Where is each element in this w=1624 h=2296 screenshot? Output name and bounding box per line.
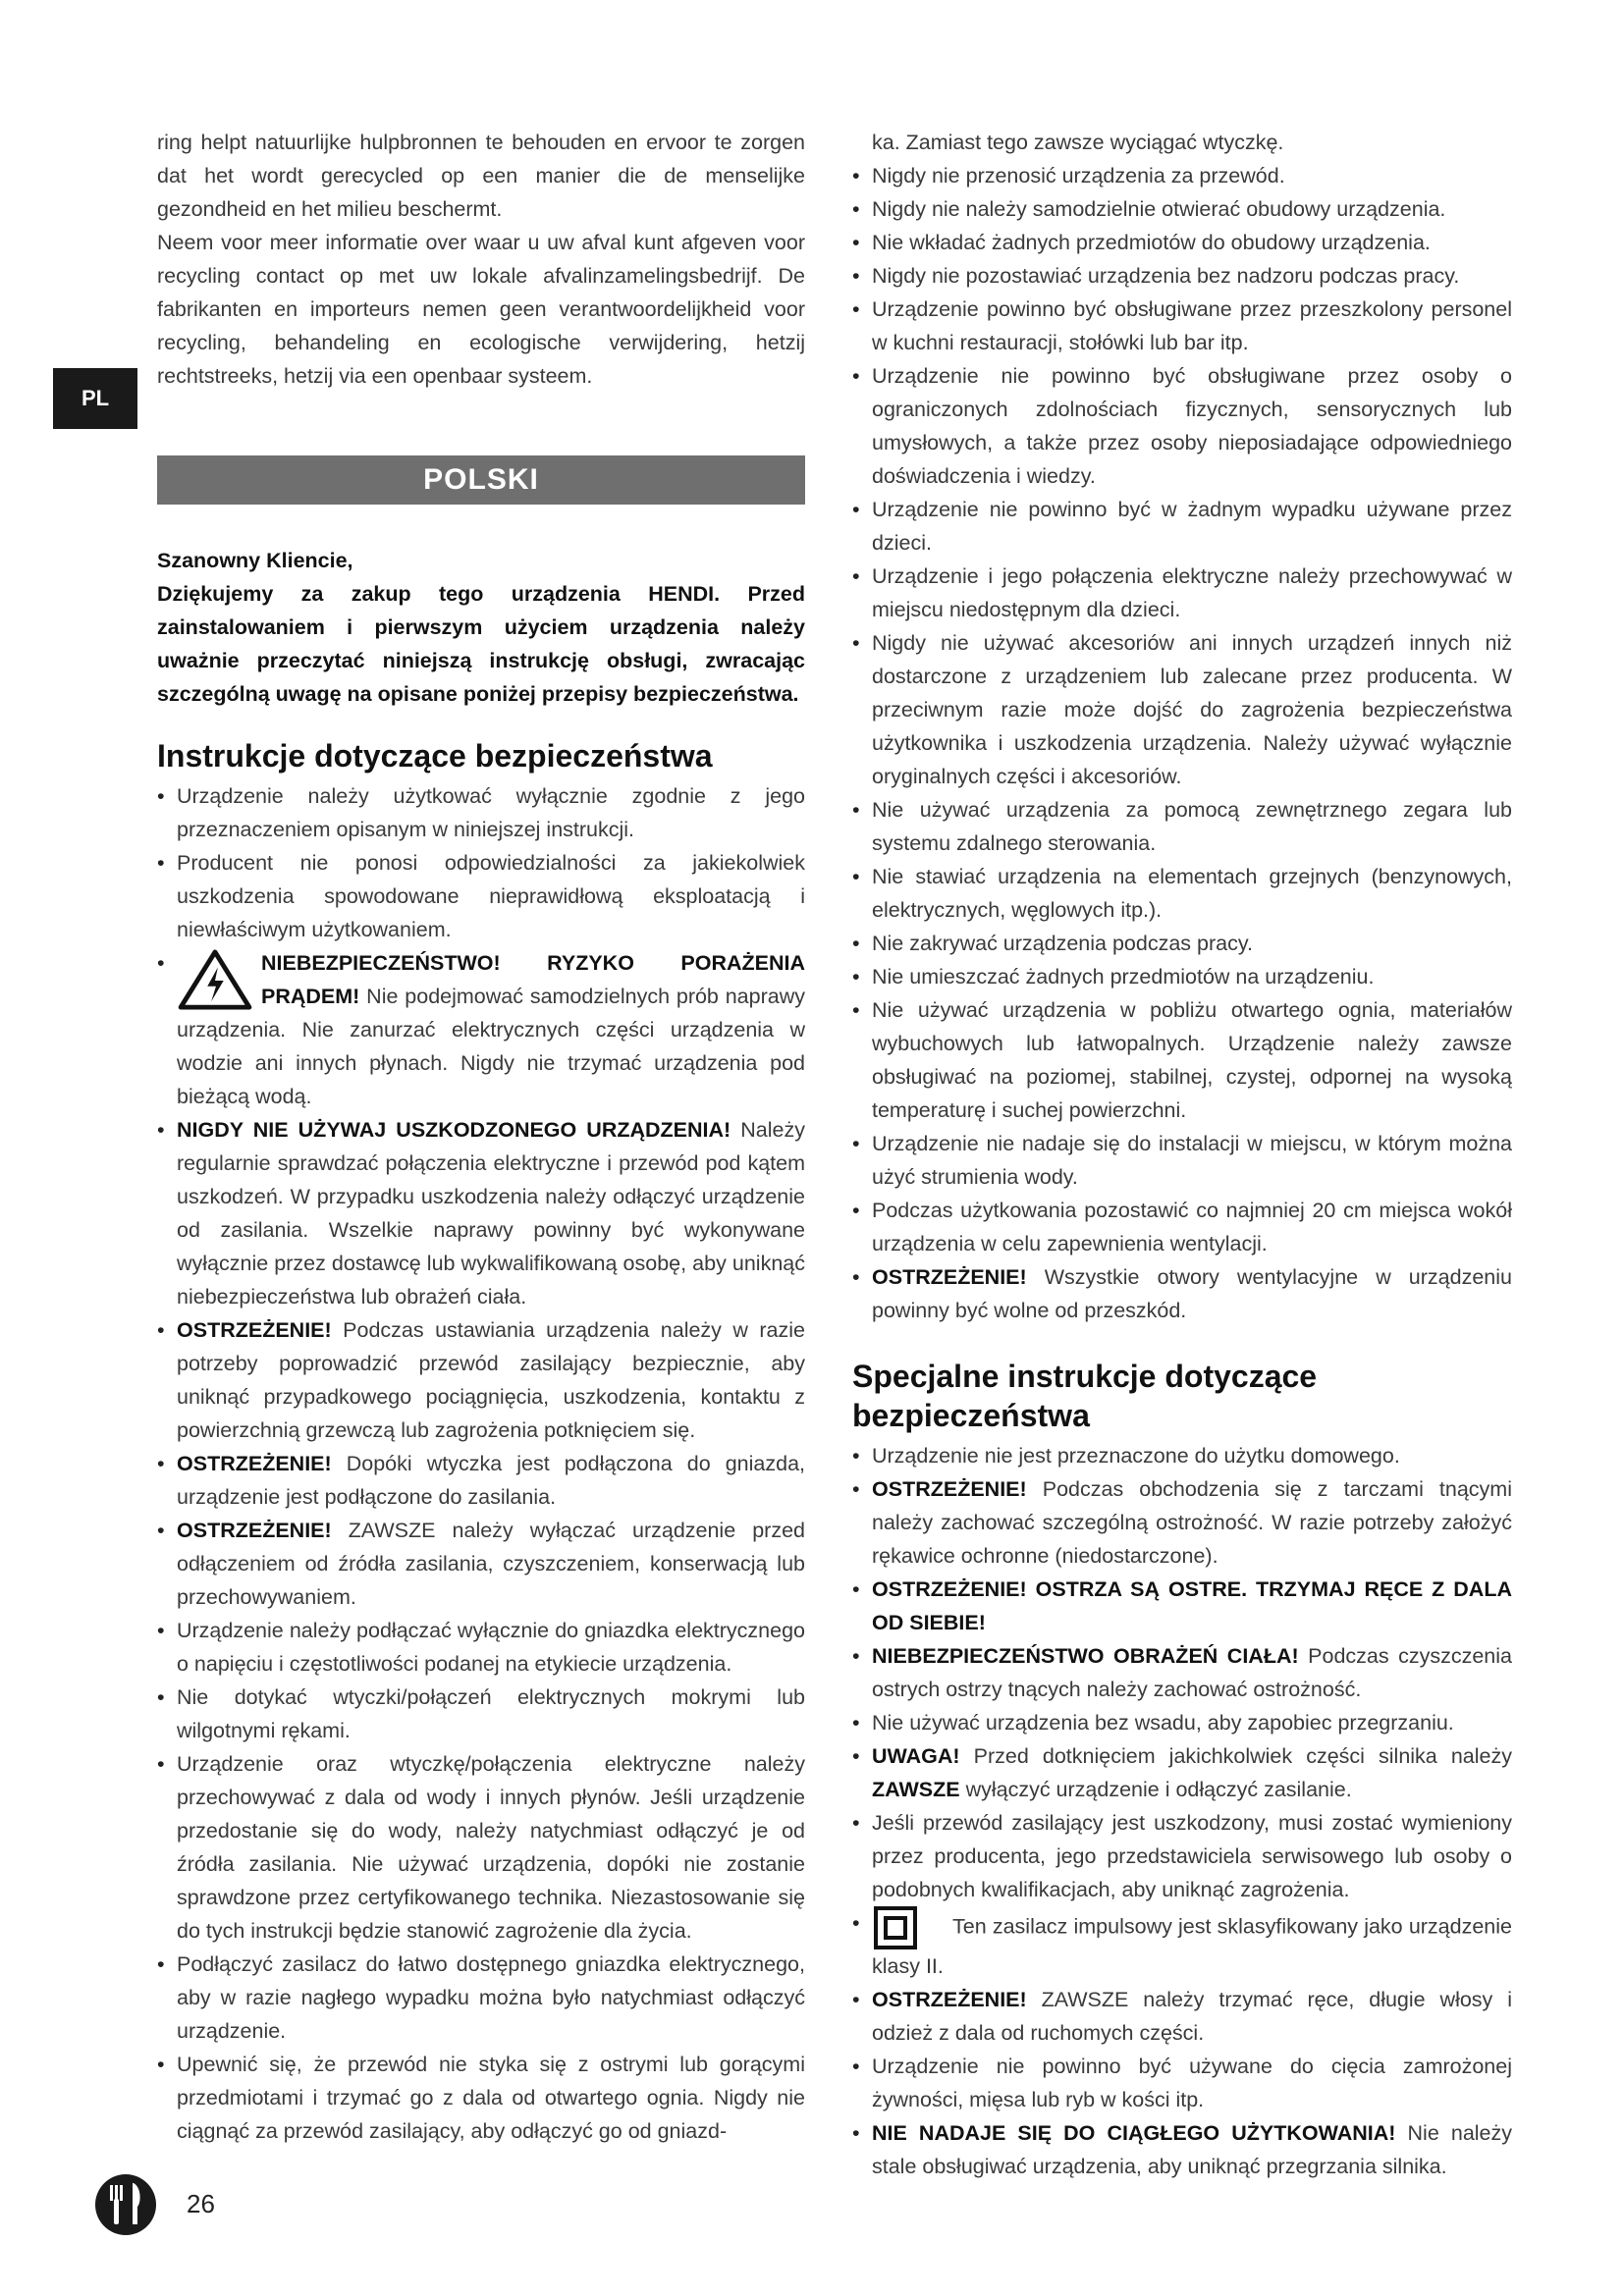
list-item: [852, 192, 1512, 226]
item-text: Wszystkie otwory wentylacyjne w urządzeniu powinny być wolne od przeszkód.: [872, 1265, 1512, 1322]
item-bold: UWAGA!: [872, 1744, 960, 1768]
greeting-block: [157, 544, 805, 711]
list-item: [852, 2116, 1512, 2183]
item-text: Należy regularnie sprawdzać połączenia elektryczne i przewód pod kątem uszkodzeń. W przypadku uszkodzenia należy odłączyć urządzenie od zasilania. Wszelkie naprawy powinny być wykonywane wyłącznie przez dostawcę lub wykwalifikowaną osobę, aby uniknąć niebezpieczeństwa lub obrażeń ciała.: [177, 1118, 805, 1308]
list-item: [157, 1747, 805, 1948]
intro-paragraph: Neem voor meer informatie over waar u uw afval kunt afgeven voor recycling contact op met uw lokale afvalinzamelingsbedrijf. De fabrikanten en importeurs nemen geen verantwoordelijkheid voor recycling, behandeling en ecologische verwijdering, hetzij rechtstreeks, hetzij via een openbaar systeem.: [157, 231, 805, 388]
item-text: Nie używać urządzenia bez wsadu, aby zapobiec przegrzaniu.: [872, 1711, 1454, 1735]
list-item: [852, 560, 1512, 626]
list-item: [852, 927, 1512, 960]
item-text: Urządzenie nie nadaje się do instalacji w miejscu, w którym można użyć strumienia wody.: [872, 1132, 1512, 1189]
item-bold: NIEBEZPIECZEŃSTWO OBRAŻEŃ CIAŁA!: [872, 1644, 1299, 1668]
list-item: [157, 1514, 805, 1614]
item-text: Podczas ustawiania urządzenia należy w razie potrzeby poprowadzić przewód zasilający bezpiecznie, aby uniknąć przypadkowego pociągnięcia, uszkodzenia, kontaktu z powierzchnią grzewczą lub zagrożenia potknięciem się.: [177, 1318, 805, 1442]
item-bold: OSTRZEŻENIE! OSTRZA SĄ OSTRE. TRZYMAJ RĘCE Z DALA OD SIEBIE!: [872, 1577, 1512, 1634]
list-item: [852, 1706, 1512, 1739]
item-text: Urządzenie i jego połączenia elektryczne należy przechowywać w miejscu niedostępnym dla dzieci.: [872, 564, 1512, 621]
list-item: [157, 846, 805, 946]
safety-heading: Instrukcje dotyczące bezpieczeństwa: [157, 738, 713, 774]
list-item: [852, 1983, 1512, 2050]
item-text: Urządzenie nie powinno być w żadnym wypadku używane przez dzieci.: [872, 498, 1512, 555]
page-number: 26: [187, 2189, 215, 2218]
item-text: Urządzenie powinno być obsługiwane przez przeszkolony personel w kuchni restauracji, stołówki lub bar itp.: [872, 297, 1512, 354]
item-bold: OSTRZEŻENIE!: [872, 1477, 1027, 1501]
thanks-paragraph: Dziękujemy za zakup tego urządzenia HENDI. Przed zainstalowaniem i pierwszym użyciem urządzenia należy uważnie przeczytać niniejszą instrukcję obsługi, zwracając szczególną uwagę na opisane poniżej przepisy bezpieczeństwa.: [157, 582, 805, 706]
item-text: Nie dotykać wtyczki/połączeń elektrycznych mokrymi lub wilgotnymi rękami.: [177, 1685, 805, 1742]
item-bold: OSTRZEŻENIE!: [177, 1519, 332, 1542]
cutlery-logo-icon: [94, 2173, 157, 2236]
item-text: Nie umieszczać żadnych przedmiotów na urządzeniu.: [872, 965, 1375, 988]
item-text: ZAWSZE należy trzymać ręce, długie włosy i odzież z dala od ruchomych części.: [872, 1988, 1512, 2045]
class-ii-double-insulation-icon: [874, 1906, 917, 1949]
list-item: [852, 1194, 1512, 1260]
item-text: wyłączyć urządzenie i odłączyć zasilanie.: [959, 1778, 1352, 1801]
item-bold: OSTRZEŻENIE!: [872, 1988, 1027, 2011]
list-item: [157, 1681, 805, 1747]
list-item: [852, 960, 1512, 993]
item-text: Nie stawiać urządzenia na elementach grzejnych (benzynowych, elektrycznych, węglowych itp.).: [872, 865, 1512, 922]
list-item: [852, 293, 1512, 359]
item-text: Upewnić się, że przewód nie styka się z ostrymi lub gorącymi przedmiotami i trzymać go z dala od otwartego ognia. Nigdy nie ciągnąć za przewód zasilający, aby odłączyć go od gniazd-: [177, 2053, 805, 2143]
item-text: Urządzenie należy podłączać wyłącznie do gniazdka elektrycznego o napięciu i częstotliwości podanej na etykiecie urządzenia.: [177, 1619, 805, 1676]
list-item: [852, 993, 1512, 1127]
item-text: Nigdy nie przenosić urządzenia za przewód.: [872, 164, 1285, 187]
item-text: Jeśli przewód zasilający jest uszkodzony, musi zostać wymieniony przez producenta, jego przedstawiciela serwisowego lub osoby o podobnych kwalifikacjach, aby uniknąć zagrożenia.: [872, 1811, 1512, 1901]
item-text: Producent nie ponosi odpowiedzialności za jakiekolwiek uszkodzenia spowodowane nieprawidłową eksploatacją i niewłaściwym użytkowaniem.: [177, 851, 805, 941]
list-item: [852, 1472, 1512, 1573]
item-bold: OSTRZEŻENIE!: [177, 1318, 332, 1342]
list-item: [157, 1948, 805, 2048]
item-text: Podczas obchodzenia się z tarczami tnącymi należy zachować szczególną ostrożność. W razie potrzeby założyć rękawice ochronne (niedostarczone).: [872, 1477, 1512, 1568]
item-text: Nie używać urządzenia w pobliżu otwartego ognia, materiałów wybuchowych lub łatwopalnych. Urządzenie należy zawsze obsługiwać na poziomej, stabilnej, czystej, odpornej na wysoką temperaturę i suchej powierzchni.: [872, 998, 1512, 1122]
list-item: [157, 1113, 805, 1313]
list-item: [852, 626, 1512, 793]
special-safety-heading: Specjalne instrukcje dotyczące bezpieczeństwa: [852, 1359, 1318, 1433]
list-item: [157, 1313, 805, 1447]
list-item: [157, 2048, 805, 2148]
item-bold: OSTRZEŻENIE!: [177, 1452, 332, 1475]
item-text: Nie wkładać żadnych przedmiotów do obudowy urządzenia.: [872, 231, 1431, 254]
item-bold: ZAWSZE: [872, 1778, 960, 1801]
safety-list: [157, 779, 805, 2148]
language-banner: POLSKI: [157, 455, 805, 505]
item-text: Nigdy nie używać akcesoriów ani innych urządzeń innych niż dostarczone z urządzeniem lub zalecane przez producenta. W przeciwnym razie może dojść do zagrożenia bezpieczeństwa użytkownika i uszkodzenia urządzenia. Należy używać wyłącznie oryginalnych części i akcesoriów.: [872, 631, 1512, 788]
continuation-text: ka. Zamiast tego zawsze wyciągać wtyczkę.: [872, 131, 1284, 154]
list-item: [852, 1806, 1512, 1906]
item-text: Urządzenie nie powinno być używane do cięcia zamrożonej żywności, mięsa lub ryb w kości itp.: [872, 2055, 1512, 2111]
list-item: [157, 779, 805, 846]
list-item: [852, 1439, 1512, 1472]
electric-hazard-icon: [177, 948, 253, 1011]
item-text: Nigdy nie należy samodzielnie otwierać obudowy urządzenia.: [872, 197, 1446, 221]
item-bold: NIE NADAJE SIĘ DO CIĄGŁEGO UŻYTKOWANIA!: [872, 2121, 1396, 2145]
item-text: Nie należy stale obsługiwać urządzenia, aby uniknąć przegrzania silnika.: [872, 2121, 1513, 2178]
list-item: [852, 1127, 1512, 1194]
item-text: Podczas czyszczenia ostrych ostrzy tnących należy zachować ostrożność.: [872, 1644, 1513, 1701]
list-item: [157, 1447, 805, 1514]
list-item: [852, 793, 1512, 860]
list-item: [852, 1639, 1512, 1706]
list-item: [852, 1260, 1512, 1327]
list-item: [157, 1614, 805, 1681]
right-column: [852, 126, 1512, 2183]
item-text: Urządzenie nie jest przeznaczone do użytku domowego.: [872, 1444, 1400, 1468]
list-item: [852, 259, 1512, 293]
item-text: Urządzenie oraz wtyczkę/połączenia elektryczne należy przechowywać z dala od wody i innych płynów. Jeśli urządzenie przedostanie się do wody, należy natychmiast odłączyć je od źródła zasilania. Nie używać urządzenia, dopóki nie zostanie sprawdzone przez certyfikowanego technika. Niezastosowanie się do tych instrukcji będzie stanowić zagrożenie dla życia.: [177, 1752, 805, 1943]
list-item: [852, 2050, 1512, 2116]
list-item: [852, 1739, 1512, 1806]
special-safety-list: [852, 1439, 1512, 2183]
list-item: [852, 359, 1512, 493]
list-item: [157, 946, 805, 1113]
item-text: Podłączyć zasilacz do łatwo dostępnego gniazdka elektrycznego, aby w razie nagłego wypadku można było natychmiast odłączyć urządzenie.: [177, 1952, 805, 2043]
list-item: [852, 226, 1512, 259]
intro-paragraph: ring helpt natuurlijke hulpbronnen te behouden en ervoor te zorgen dat het wordt gerecycled op een manier die de menselijke gezondheid en het milieu beschermt.: [157, 131, 805, 221]
item-text: Nie podejmować samodzielnych prób naprawy urządzenia. Nie zanurzać elektrycznych części urządzenia w wodzie ani innych płynach. Nigdy nie trzymać urządzenia pod bieżącą wodą.: [177, 985, 805, 1108]
list-item: [852, 1573, 1512, 1639]
item-text: Urządzenie nie powinno być obsługiwane przez osoby o ograniczonych zdolnościach fizycznych, sensorycznych lub umysłowych, a także przez osoby nieposiadające odpowiedniego doświadczenia i wiedzy.: [872, 364, 1512, 488]
language-tab: PL: [53, 368, 137, 429]
item-bold: NIEBEZPIECZEŃSTWO! RYZYKO PORAŻENIA PRĄDEM!: [261, 951, 805, 1008]
left-column: [157, 126, 805, 2148]
item-text: ZAWSZE należy wyłączać urządzenie przed odłączeniem od źródła zasilania, czyszczeniem, konserwacją lub przechowywaniem.: [177, 1519, 805, 1609]
list-item: [852, 860, 1512, 927]
safety-list-continued: [852, 159, 1512, 1327]
item-text: Urządzenie należy użytkować wyłącznie zgodnie z jego przeznaczeniem opisanym w niniejszej instrukcji.: [177, 784, 805, 841]
item-text: Podczas użytkowania pozostawić co najmniej 20 cm miejsca wokół urządzenia w celu zapewnienia wentylacji.: [872, 1199, 1512, 1255]
item-text: Dopóki wtyczka jest podłączona do gniazda, urządzenie jest podłączone do zasilania.: [177, 1452, 805, 1509]
item-text: Przed dotknięciem jakichkolwiek części silnika należy: [959, 1744, 1512, 1768]
item-text: Ten zasilacz impulsowy jest sklasyfikowany jako urządzenie klasy II.: [872, 1914, 1512, 1978]
list-item: [852, 159, 1512, 192]
list-item: [852, 493, 1512, 560]
list-item: [852, 1906, 1512, 1983]
item-text: Nie zakrywać urządzenia podczas pracy.: [872, 932, 1253, 955]
item-text: Nigdy nie pozostawiać urządzenia bez nadzoru podczas pracy.: [872, 264, 1460, 288]
greeting: Szanowny Kliencie,: [157, 549, 353, 572]
item-text: Nie używać urządzenia za pomocą zewnętrznego zegara lub systemu zdalnego sterowania.: [872, 798, 1512, 855]
item-bold: NIGDY NIE UŻYWAJ USZKODZONEGO URZĄDZENIA!: [177, 1118, 731, 1142]
item-bold: OSTRZEŻENIE!: [872, 1265, 1027, 1289]
